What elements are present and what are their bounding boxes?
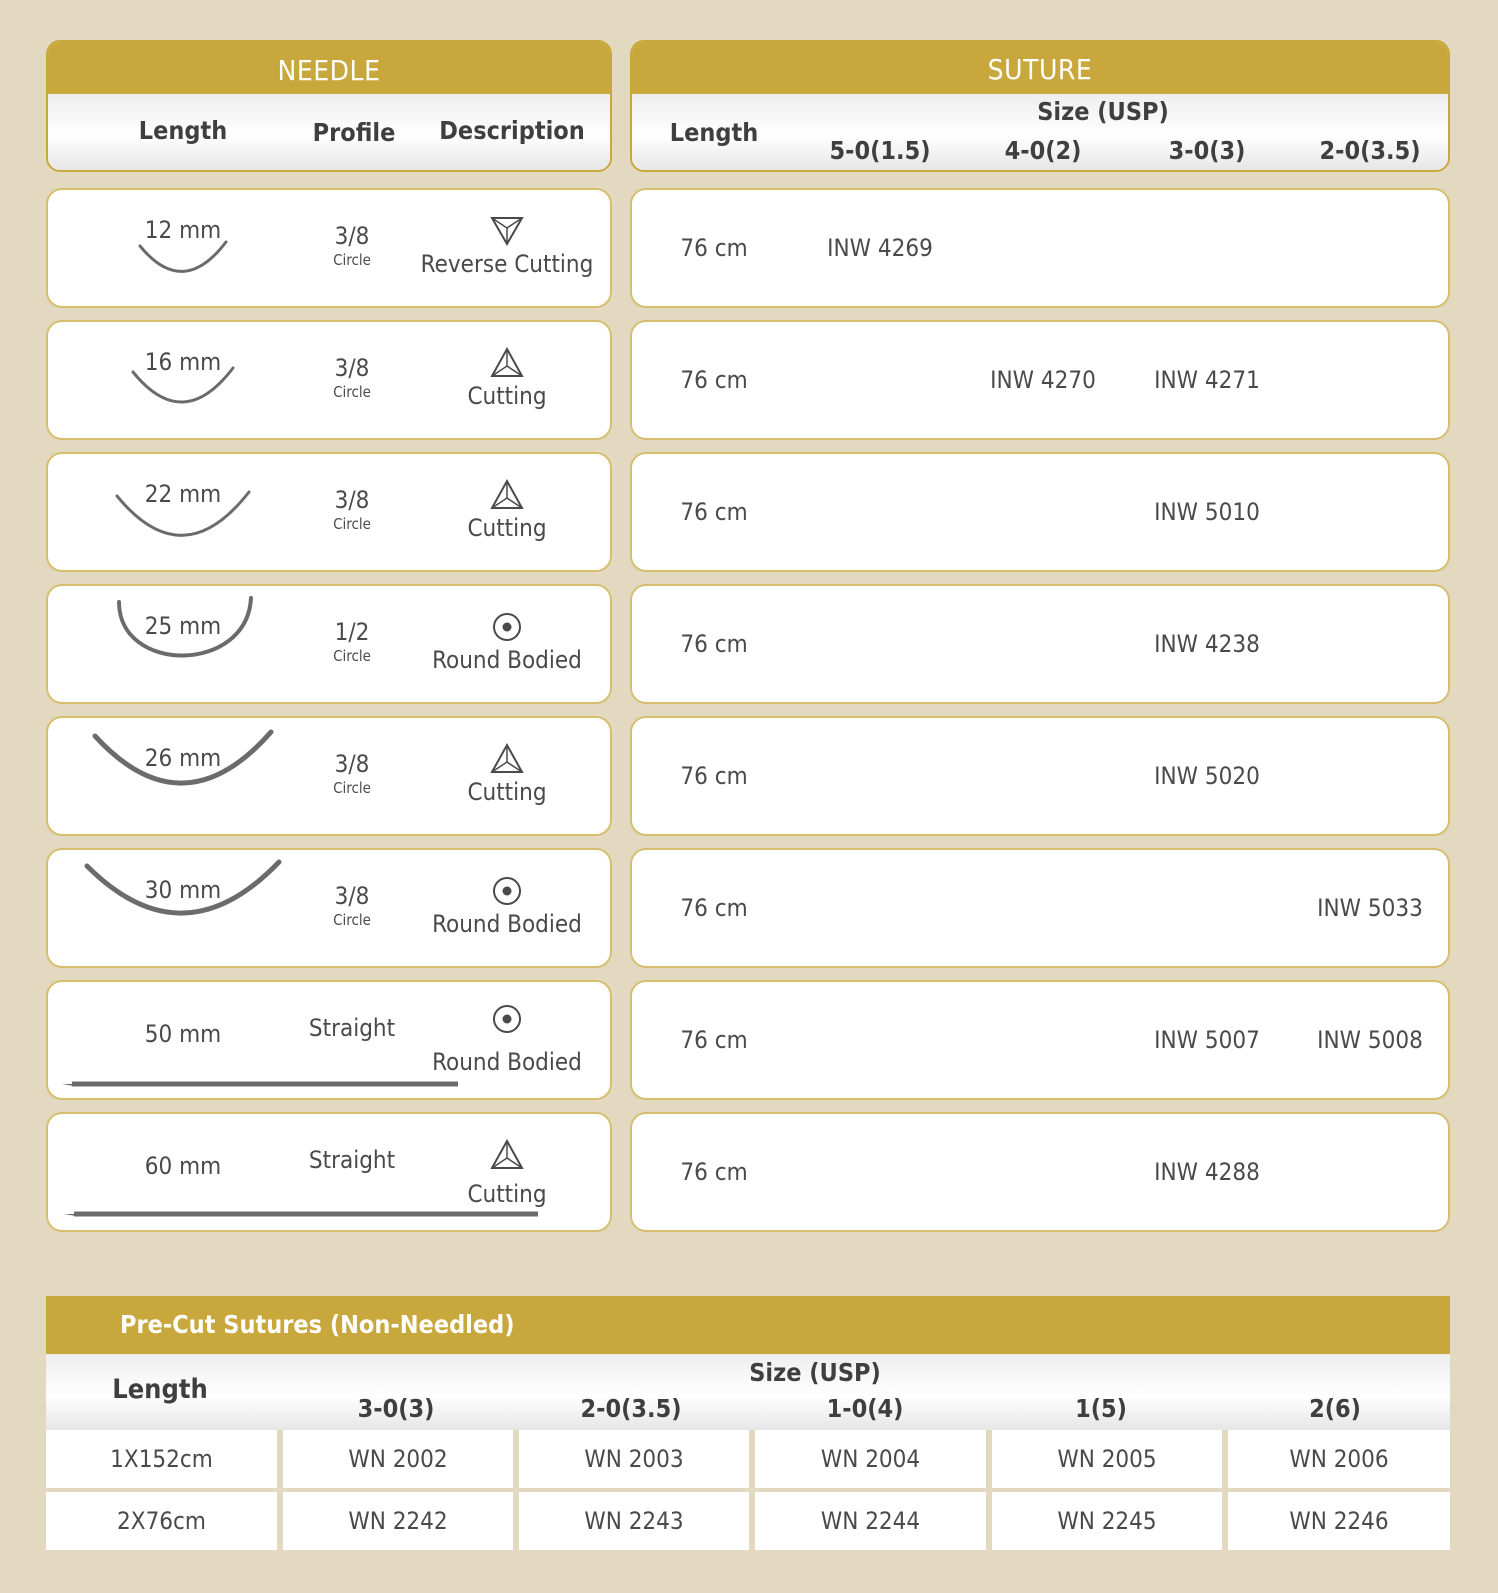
- suture-length: 76 cm: [680, 762, 748, 790]
- needle-description: Cutting: [467, 514, 547, 542]
- needle-length: 25 mm: [144, 612, 222, 640]
- needle-profile-value: 3/8: [334, 486, 370, 514]
- suture-code: INW 4270: [990, 366, 1096, 394]
- precut-size-2: 2(6): [1309, 1394, 1361, 1423]
- precut-length: 2X76cm: [46, 1492, 277, 1550]
- needle-description: Round Bodied: [432, 646, 582, 674]
- cutting-icon: [489, 478, 525, 517]
- suture-length: 76 cm: [680, 498, 748, 526]
- precut-code: WN 2242: [283, 1492, 513, 1550]
- needle-row: [46, 452, 612, 572]
- needle-profile: [333, 618, 371, 666]
- cutting-icon: [489, 1138, 525, 1177]
- suture-row: [630, 716, 1450, 836]
- needle-col-length: Length: [138, 116, 228, 145]
- needle-title: NEEDLE: [48, 42, 610, 94]
- precut-code: WN 2006: [1228, 1430, 1450, 1488]
- needle-profile: [309, 1146, 395, 1174]
- suture-size-4-0: 4-0(2): [1004, 136, 1082, 165]
- needle-length: 16 mm: [144, 348, 222, 376]
- needle-description: Cutting: [467, 1180, 547, 1208]
- needle-column-headers: [48, 94, 610, 170]
- precut-column-headers: [46, 1354, 1450, 1430]
- suture-code: INW 5020: [1154, 762, 1260, 790]
- suture-code: INW 4269: [827, 234, 933, 262]
- suture-row: [630, 1112, 1450, 1232]
- needle-row: [46, 320, 612, 440]
- precut-code: WN 2004: [755, 1430, 986, 1488]
- needle-description: Cutting: [467, 778, 547, 806]
- suture-length: 76 cm: [680, 1158, 748, 1186]
- precut-size-2-0: 2-0(3.5): [580, 1394, 682, 1423]
- precut-code: WN 2003: [519, 1430, 749, 1488]
- needle-profile: [333, 222, 371, 270]
- precut-size-3-0: 3-0(3): [357, 1394, 435, 1423]
- needle-description: Round Bodied: [432, 1048, 582, 1076]
- needle-profile-value: Straight: [308, 1014, 396, 1042]
- suture-length: 76 cm: [680, 1026, 748, 1054]
- precut-code: WN 2244: [755, 1492, 986, 1550]
- needle-profile-sub: Circle: [333, 251, 371, 269]
- suture-length: 76 cm: [680, 630, 748, 658]
- suture-row: [630, 584, 1450, 704]
- reverse-cutting-icon: [489, 214, 525, 253]
- suture-length: 76 cm: [680, 234, 748, 262]
- needle-description: Round Bodied: [432, 910, 582, 938]
- needle-length: 30 mm: [144, 876, 222, 904]
- suture-code: INW 5010: [1154, 498, 1260, 526]
- needle-length: 50 mm: [144, 1020, 222, 1048]
- suture-row: [630, 848, 1450, 968]
- needle-length: 26 mm: [144, 744, 222, 772]
- suture-code: INW 4238: [1154, 630, 1260, 658]
- needle-profile: [333, 486, 371, 534]
- needle-profile-value: Straight: [308, 1146, 396, 1174]
- needle-row: [46, 584, 612, 704]
- needle-length: 60 mm: [144, 1152, 222, 1180]
- suture-code: INW 5007: [1154, 1026, 1260, 1054]
- suture-size-2-0: 2-0(3.5): [1319, 136, 1421, 165]
- needle-col-description: Description: [439, 116, 585, 145]
- needle-row: [46, 716, 612, 836]
- precut-code: WN 2245: [992, 1492, 1222, 1550]
- suture-col-length: Length: [669, 118, 759, 147]
- needle-profile: [333, 882, 371, 930]
- needle-profile-sub: Circle: [333, 383, 371, 401]
- needle-profile-sub: Circle: [333, 647, 371, 665]
- needle-profile-value: 3/8: [334, 354, 370, 382]
- suture-length: 76 cm: [680, 894, 748, 922]
- precut-title: Pre-Cut Sutures (Non-Needled): [46, 1296, 1450, 1354]
- needle-profile-value: 3/8: [334, 882, 370, 910]
- straight-needle-icon: [48, 1114, 614, 1234]
- cutting-icon: [489, 742, 525, 781]
- precut-code: WN 2002: [283, 1430, 513, 1488]
- needle-length: 22 mm: [144, 480, 222, 508]
- suture-title: SUTURE: [632, 42, 1448, 94]
- suture-row: [630, 452, 1450, 572]
- suture-code: INW 5033: [1317, 894, 1423, 922]
- straight-needle-icon: [48, 982, 614, 1102]
- suture-code: INW 5008: [1317, 1026, 1423, 1054]
- needle-profile-value: 3/8: [334, 750, 370, 778]
- needle-profile-sub: Circle: [333, 515, 371, 533]
- suture-length: 76 cm: [680, 366, 748, 394]
- suture-row: [630, 320, 1450, 440]
- suture-size-label: Size (USP): [1037, 97, 1169, 126]
- needle-row: [46, 188, 612, 308]
- needle-profile-sub: Circle: [333, 911, 371, 929]
- round-bodied-icon: [489, 610, 525, 649]
- needle-row: [46, 980, 612, 1100]
- precut-size-1: 1(5): [1075, 1394, 1127, 1423]
- needle-description: Cutting: [467, 382, 547, 410]
- needle-profile: [333, 750, 371, 798]
- suture-row: [630, 980, 1450, 1100]
- precut-code: WN 2246: [1228, 1492, 1450, 1550]
- precut-code: WN 2243: [519, 1492, 749, 1550]
- needle-profile: [309, 1014, 395, 1042]
- needle-description: Reverse Cutting: [420, 250, 594, 278]
- needle-profile-value: 1/2: [334, 618, 370, 646]
- precut-code: WN 2005: [992, 1430, 1222, 1488]
- needle-profile-value: 3/8: [334, 222, 370, 250]
- suture-code: INW 4288: [1154, 1158, 1260, 1186]
- suture-column-headers: [632, 94, 1448, 170]
- needle-length: 12 mm: [144, 216, 222, 244]
- needle-profile-sub: Circle: [333, 779, 371, 797]
- round-bodied-icon: [489, 1002, 525, 1041]
- suture-code: INW 4271: [1154, 366, 1260, 394]
- needle-row: [46, 848, 612, 968]
- precut-size-label: Size (USP): [749, 1358, 881, 1387]
- needle-profile: [333, 354, 371, 402]
- precut-size-1-0: 1-0(4): [826, 1394, 904, 1423]
- suture-size-5-0: 5-0(1.5): [829, 136, 931, 165]
- suture-size-3-0: 3-0(3): [1168, 136, 1246, 165]
- suture-header-panel: [630, 40, 1450, 172]
- cutting-icon: [489, 346, 525, 385]
- needle-row: [46, 1112, 612, 1232]
- precut-col-length: Length: [112, 1374, 208, 1405]
- needle-header-panel: [46, 40, 612, 172]
- needle-col-profile: Profile: [312, 118, 396, 147]
- suture-row: [630, 188, 1450, 308]
- round-bodied-icon: [489, 874, 525, 913]
- precut-length: 1X152cm: [46, 1430, 277, 1488]
